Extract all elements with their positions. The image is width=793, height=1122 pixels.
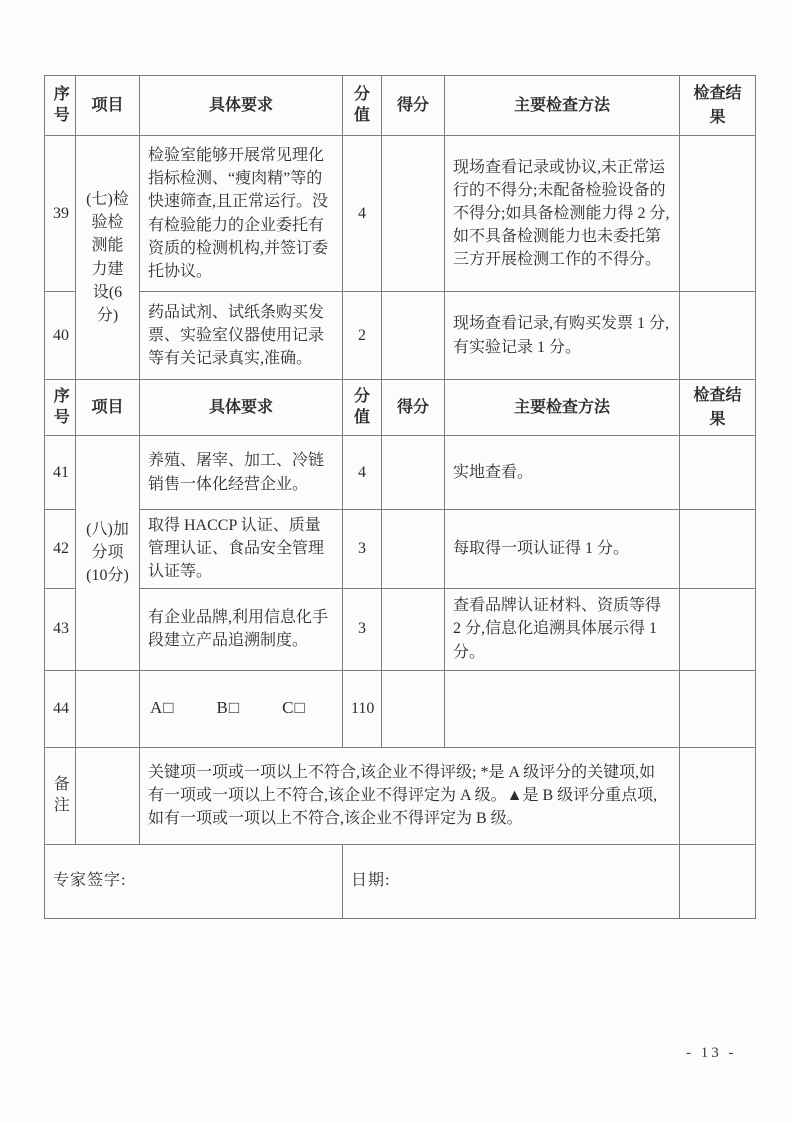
row-40-result-cell: [680, 292, 756, 380]
grade-checkbox-b: B□: [216, 698, 241, 718]
grade-checkbox-row: [148, 696, 334, 721]
row-39-requirement: 检验室能够开展常见理化指标检测、“瘦肉精”等的快速筛查,且正常运行。没有检验能力的企业委托有资质的检测机构,并签订委托协议。: [140, 136, 343, 292]
row-39-seq: 39: [45, 136, 76, 292]
row-41-seq: 41: [45, 436, 76, 510]
col-header-score: 得分: [382, 76, 445, 136]
row-40-seq: 40: [45, 292, 76, 380]
row-39-method: 现场查看记录或协议,未正常运行的不得分;未配备检验设备的不得分;如具备检测能力得 2 分,如不具备检测能力也未委托第三方开展检测工作的不得分。: [445, 136, 680, 292]
row-41-requirement: 养殖、屠宰、加工、冷链销售一体化经营企业。: [140, 436, 343, 510]
page-number: - 13 -: [686, 1045, 737, 1061]
expert-signature-label: 专家签字:: [45, 844, 343, 918]
row-42-value: 3: [343, 510, 382, 589]
table-header-row-2: [45, 380, 756, 436]
table-row-40: [45, 292, 756, 380]
col-header-seq: 序号: [45, 380, 76, 436]
row-41-value: 4: [343, 436, 382, 510]
table-row-43: [45, 588, 756, 670]
col-header-item: 项目: [76, 380, 140, 436]
table-row-41: [45, 436, 756, 510]
row-39-value: 4: [343, 136, 382, 292]
table-row-42: [45, 510, 756, 589]
col-header-value: 分值: [343, 380, 382, 436]
row-40-requirement: 药品试剂、试纸条购买发票、实验室仪器使用记录等有关记录真实,准确。: [140, 292, 343, 380]
col-header-seq: 序号: [45, 76, 76, 136]
col-header-method: 主要检查方法: [445, 76, 680, 136]
row-41-43-category: (八)加分项(10分): [76, 436, 140, 671]
row-44-category-cell: [76, 670, 140, 747]
table-header-row-1: [45, 76, 756, 136]
col-header-requirement: 具体要求: [140, 380, 343, 436]
row-42-score-cell: [382, 510, 445, 589]
row-41-method: 实地查看。: [445, 436, 680, 510]
grade-checkbox-a: A□: [150, 698, 175, 718]
row-43-seq: 43: [45, 588, 76, 670]
signature-result-cell: [680, 844, 756, 918]
row-42-requirement: 取得 HACCP 认证、质量管理认证、食品安全管理认证等。: [140, 510, 343, 589]
row-43-requirement: 有企业品牌,利用信息化手段建立产品追溯制度。: [140, 588, 343, 670]
row-44-seq: 44: [45, 670, 76, 747]
row-43-value: 3: [343, 588, 382, 670]
col-header-method: 主要检查方法: [445, 380, 680, 436]
row-41-result-cell: [680, 436, 756, 510]
row-40-value: 2: [343, 292, 382, 380]
row-43-method: 查看品牌认证材料、资质等得 2 分,信息化追溯具体展示得 1 分。: [445, 588, 680, 670]
row-41-score-cell: [382, 436, 445, 510]
col-header-score: 得分: [382, 380, 445, 436]
row-42-seq: 42: [45, 510, 76, 589]
grade-checkbox-c: C□: [282, 698, 306, 718]
table-row-signature: [45, 844, 756, 918]
table-row-44: [45, 670, 756, 747]
row-42-result-cell: [680, 510, 756, 589]
row-43-result-cell: [680, 588, 756, 670]
table-row-remark: [45, 747, 756, 844]
col-header-result: 检查结果: [680, 76, 756, 136]
remark-text: 关键项一项或一项以上不符合,该企业不得评级; *是 A 级评分的关键项,如有一项或一项以上不符合,该企业不得评定为 A 级。▲是 B 级评分重点项,如有一项或一项以上不符合,该企业不得评定为 B 级。: [140, 747, 680, 844]
row-44-result-cell: [680, 670, 756, 747]
col-header-value: 分值: [343, 76, 382, 136]
row-39-score-cell: [382, 136, 445, 292]
remark-spacer-cell: [76, 747, 140, 844]
row-40-method: 现场查看记录,有购买发票 1 分,有实验记录 1 分。: [445, 292, 680, 380]
row-44-value: 110: [343, 670, 382, 747]
row-42-method: 每取得一项认证得 1 分。: [445, 510, 680, 589]
remark-label: 备注: [45, 747, 76, 844]
row-39-40-category: (七)检验检测能力建设(6分): [76, 136, 140, 380]
remark-result-cell: [680, 747, 756, 844]
evaluation-table: [44, 75, 756, 919]
row-44-method-cell: [445, 670, 680, 747]
row-44-grade-options: [140, 670, 343, 747]
table-row-39: [45, 136, 756, 292]
row-44-score-cell: [382, 670, 445, 747]
row-39-result-cell: [680, 136, 756, 292]
col-header-requirement: 具体要求: [140, 76, 343, 136]
row-43-score-cell: [382, 588, 445, 670]
row-40-score-cell: [382, 292, 445, 380]
col-header-item: 项目: [76, 76, 140, 136]
col-header-result: 检查结果: [680, 380, 756, 436]
date-label: 日期:: [343, 844, 680, 918]
